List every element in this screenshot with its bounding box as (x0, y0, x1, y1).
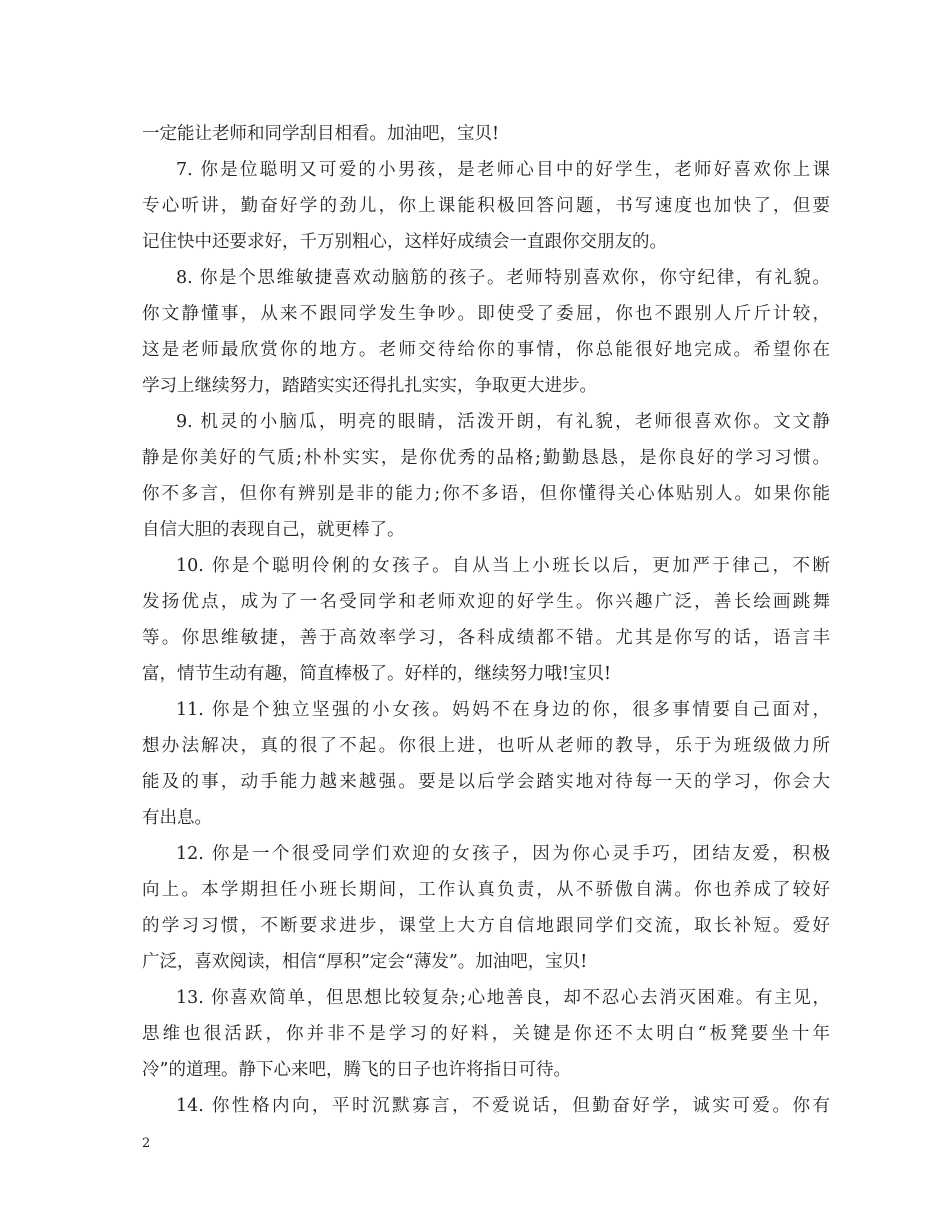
text-line: 学习上继续努力，踏踏实实还得扎扎实实，争取更大进步。 (142, 376, 597, 396)
text-line: 等。你思维敏捷，善于高效率学习，各科成绩都不错。尤其是你写的话，语言丰 (142, 628, 830, 648)
page-number: 2 (142, 1136, 151, 1151)
text-line: 冷”的道理。静下心来吧，腾飞的日子也许将指日可待。 (142, 1060, 571, 1080)
text-line: 11. 你是个独立坚强的小女孩。妈妈不在身边的你，很多事情要自己面对， (176, 700, 830, 720)
text-line: 13. 你喜欢简单，但思想比较复杂;心地善良，却不忍心去消灭困难。有主见， (176, 988, 830, 1008)
text-line: 10. 你是个聪明伶俐的女孩子。自从当上小班长以后，更加严于律己，不断 (176, 556, 830, 576)
text-line: 14. 你性格内向，平时沉默寡言，不爱说话，但勤奋好学，诚实可爱。你有 (176, 1096, 830, 1116)
document-body (142, 116, 830, 1124)
text-line: 广泛，喜欢阅读，相信“厚积”定会“薄发”。加油吧，宝贝! (142, 952, 588, 972)
text-line: 7. 你是位聪明又可爱的小男孩，是老师心目中的好学生，老师好喜欢你上课 (176, 160, 830, 180)
text-line: 想办法解决，真的很了不起。你很上进，也听从老师的教导，乐于为班级做力所 (142, 736, 830, 756)
text-line: 自信大胆的表现自己，就更棒了。 (142, 520, 405, 540)
text-line: 9. 机灵的小脑瓜，明亮的眼睛，活泼开朗，有礼貌，老师很喜欢你。文文静 (176, 412, 830, 432)
text-line: 12. 你是一个很受同学们欢迎的女孩子，因为你心灵手巧，团结友爱，积极 (176, 844, 830, 864)
text-line: 富，情节生动有趣，简直棒极了。好样的，继续努力哦!宝贝! (142, 664, 612, 684)
text-line: 静是你美好的气质;朴朴实实，是你优秀的品格;勤勤恳恳，是你良好的学习习惯。 (142, 448, 830, 468)
text-line: 能及的事，动手能力越来越强。要是以后学会踏实地对待每一天的学习，你会大 (142, 772, 830, 792)
text-line: 发扬优点，成为了一名受同学和老师欢迎的好学生。你兴趣广泛，善长绘画跳舞 (142, 592, 830, 612)
text-line: 你不多言，但你有辨别是非的能力;你不多语，但你懂得关心体贴别人。如果你能 (142, 484, 830, 504)
text-line: 思维也很活跃，你并非不是学习的好料，关键是你还不太明白“板凳要坐十年 (142, 1024, 830, 1044)
text-line: 记住快中还要求好，千万别粗心，这样好成绩会一直跟你交朋友的。 (142, 232, 667, 252)
text-line: 专心听讲，勤奋好学的劲儿，你上课能积极回答问题，书写速度也加快了，但要 (142, 196, 830, 216)
text-line: 8. 你是个思维敏捷喜欢动脑筋的孩子。老师特别喜欢你，你守纪律，有礼貌。 (176, 268, 830, 288)
text-line: 向上。本学期担任小班长期间，工作认真负责，从不骄傲自满。你也养成了较好 (142, 880, 830, 900)
text-line: 的学习习惯，不断要求进步，课堂上大方自信地跟同学们交流，取长补短。爱好 (142, 916, 830, 936)
text-line: 你文静懂事，从来不跟同学发生争吵。即使受了委屈，你也不跟别人斤斤计较， (142, 304, 830, 324)
text-line: 一定能让老师和同学刮目相看。加油吧，宝贝! (142, 124, 500, 144)
text-line: 这是老师最欣赏你的地方。老师交待给你的事情，你总能很好地完成。希望你在 (142, 340, 830, 360)
text-line: 有出息。 (142, 808, 212, 828)
